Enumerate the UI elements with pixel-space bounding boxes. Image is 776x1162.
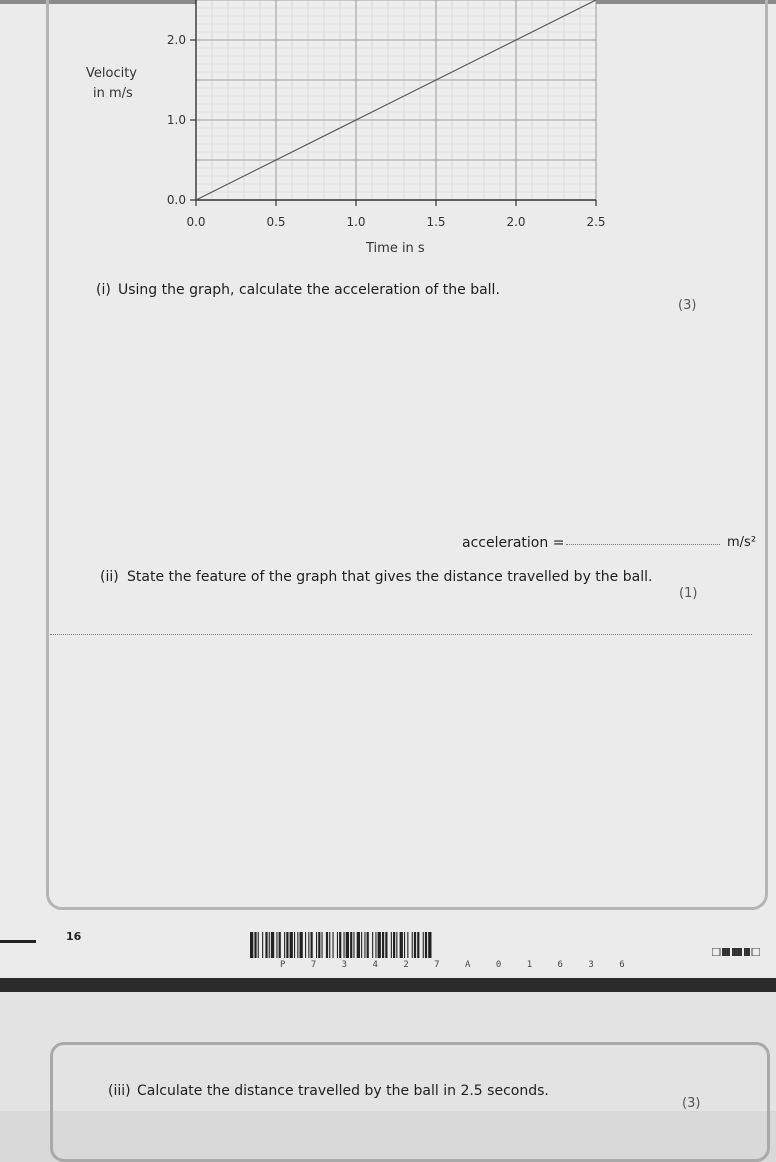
barcode-bar	[367, 932, 369, 958]
acceleration-answer-line[interactable]	[566, 544, 720, 545]
x-tick-label: 2.5	[586, 215, 606, 229]
barcode-bar	[393, 932, 395, 958]
barcode-bar	[258, 932, 259, 958]
question-i-marks: (3)	[678, 298, 697, 313]
barcode-bar	[254, 932, 256, 958]
barcode-bar	[407, 932, 408, 958]
barcode-bar	[250, 932, 253, 958]
barcode-bar	[350, 932, 352, 958]
page-gap-band	[0, 978, 776, 992]
barcode-bar	[329, 932, 330, 958]
y-tick-label: 1.0	[166, 113, 186, 127]
barcode-bar	[417, 932, 419, 958]
barcode-bar	[339, 932, 341, 958]
question-ii-answer-line[interactable]	[50, 634, 752, 635]
margin-mark	[0, 940, 36, 943]
barcode-bar	[305, 932, 306, 958]
barcode-bar	[364, 932, 365, 958]
barcode-bar	[265, 932, 267, 958]
barcode-bar	[284, 932, 285, 958]
barcode-bar	[344, 932, 345, 958]
next-answer-frame	[50, 1042, 770, 1162]
barcode-bar	[428, 932, 431, 958]
barcode-bar	[396, 932, 397, 958]
page-corner-marks	[712, 948, 760, 956]
y-axis-unit-label: in m/s	[93, 86, 133, 101]
barcode-bar	[276, 932, 277, 958]
x-tick-label: 2.0	[506, 215, 526, 229]
question-iii-text: Calculate the distance travelled by the ball in 2.5 seconds.	[137, 1083, 549, 1099]
question-i-number: (i)	[96, 282, 111, 298]
barcode-bar	[357, 932, 360, 958]
barcode-bar	[326, 932, 328, 958]
y-tick-label: 2.0	[166, 33, 186, 47]
barcode-bar	[286, 932, 288, 958]
barcode-bar	[308, 932, 309, 958]
question-iii-marks: (3)	[682, 1096, 701, 1111]
barcode-bar	[316, 932, 317, 958]
x-tick-label: 1.5	[426, 215, 446, 229]
barcode-bar	[372, 932, 373, 958]
barcode-bar	[318, 932, 320, 958]
question-iii-number: (iii)	[108, 1083, 131, 1099]
acceleration-unit: m/s²	[727, 535, 757, 550]
barcode-bar	[271, 932, 274, 958]
barcode-bar	[297, 932, 298, 958]
barcode-bar	[378, 932, 381, 958]
barcode-bar	[414, 932, 416, 958]
y-tick-label: 0.0	[166, 193, 186, 207]
barcode-bar	[322, 932, 323, 958]
barcode-bar	[400, 932, 403, 958]
barcode-bar	[361, 932, 362, 958]
barcode-bar	[425, 932, 427, 958]
barcode-text: P 7 3 4 2 7 A 0 1 6 3 6	[280, 960, 635, 970]
question-ii-number: (ii)	[100, 569, 119, 585]
barcode-bar	[290, 932, 293, 958]
barcode-bar	[269, 932, 270, 958]
barcode-bar	[294, 932, 295, 958]
page-number: 16	[66, 930, 82, 943]
next-exam-page	[0, 992, 776, 1111]
barcode-bar	[385, 932, 387, 958]
barcode-bar	[337, 932, 338, 958]
barcode-bar	[382, 932, 384, 958]
x-tick-label: 0.0	[186, 215, 206, 229]
barcode-bar	[391, 932, 392, 958]
barcode-bar	[311, 932, 313, 958]
barcode-bar	[375, 932, 376, 958]
x-axis-label: Time in s	[366, 241, 425, 256]
y-axis-label: Velocity	[86, 66, 137, 81]
velocity-time-graph	[150, 0, 630, 240]
x-tick-label: 1.0	[346, 215, 366, 229]
barcode-bar	[423, 932, 424, 958]
barcode-bar	[404, 932, 405, 958]
barcode-bar	[412, 932, 413, 958]
barcode	[250, 932, 570, 958]
x-tick-label: 0.5	[266, 215, 286, 229]
question-ii-text: State the feature of the graph that gives the distance travelled by the ball.	[127, 569, 653, 585]
barcode-bar	[333, 932, 334, 958]
barcode-bar	[346, 932, 349, 958]
barcode-bar	[353, 932, 354, 958]
question-i-text: Using the graph, calculate the acceleration of the ball.	[118, 282, 500, 298]
acceleration-label: acceleration =	[462, 535, 565, 551]
question-ii-marks: (1)	[679, 586, 698, 601]
barcode-bar	[262, 932, 263, 958]
barcode-bar	[279, 932, 281, 958]
barcode-bar	[300, 932, 303, 958]
